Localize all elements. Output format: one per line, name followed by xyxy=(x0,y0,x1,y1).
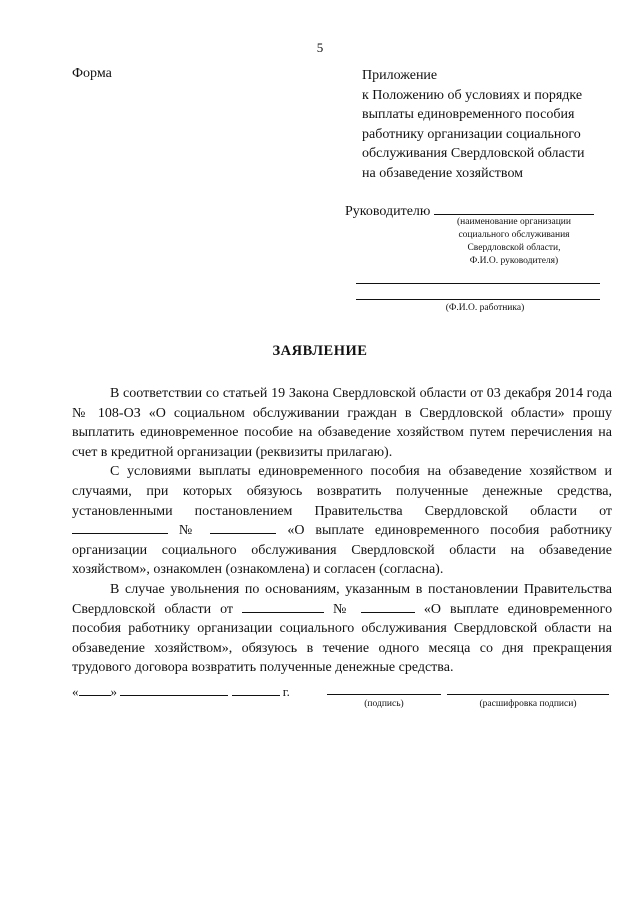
day-blank xyxy=(79,683,111,696)
year-suffix: г. xyxy=(282,684,290,699)
appendix-line: обслуживания Свердловской области xyxy=(362,146,585,161)
signature-decode-blank-line xyxy=(447,694,609,695)
month-blank xyxy=(120,683,228,696)
addressee-blank-line xyxy=(434,202,594,215)
org-hint-line: (наименование организации xyxy=(457,217,571,227)
appendix-line: выплаты единовременного пособия xyxy=(362,107,575,122)
org-hint-line: социального обслуживания xyxy=(458,230,570,240)
employee-blank-line-1 xyxy=(356,283,600,284)
form-label: Форма xyxy=(72,66,112,81)
appendix-block xyxy=(362,66,622,183)
page-number: 5 xyxy=(316,40,324,55)
year-blank xyxy=(232,683,280,696)
appendix-line: к Положению об условиях и порядке xyxy=(362,87,583,103)
date-open-quote: « xyxy=(72,684,79,699)
org-hint-line: Свердловской области, xyxy=(467,243,561,253)
number-sign: № xyxy=(333,601,352,617)
statement-body xyxy=(72,384,612,678)
org-hint-line: Ф.И.О. руководителя) xyxy=(469,256,559,266)
appendix-line: работнику организации социального xyxy=(362,126,581,142)
paragraph-3-text-end: «О выплате единовременного пособия работнику организации социального обслуживания Свердловской области на обзаведение хозяйством», обязуюсь в течение одного месяца со дня прекращения трудового договора возвратить полученные денежные средства. xyxy=(72,601,613,676)
signature-blank-line xyxy=(327,694,441,695)
signature-decode-hint: (расшифровка подписи) xyxy=(479,699,577,709)
org-hint xyxy=(440,216,588,268)
paragraph-2-text: С условиями выплаты единовременного пособия на обзаведение хозяйством и случаями, при которых обязуюсь возвратить полученные денежные средства, установленными постановлением Правительства Свердловской области xyxy=(72,464,612,519)
date-close-quote: » xyxy=(110,684,117,699)
document-title: ЗАЯВЛЕНИЕ xyxy=(272,343,368,359)
appendix-line: Приложение xyxy=(362,68,438,83)
number-sign: № xyxy=(178,523,200,539)
paragraph-1: В соответствии со статьей 19 Закона Свердловской области от 03 декабря 2014 года № 108-ОЗ «О социальном обслуживании граждан в Свердловской области» прошу выплатить единовременное пособие на обзаведение хозяйством путем перечисления на счет в кредитной организации (реквизиты прилагаю). xyxy=(72,386,612,460)
signature-hint: (подпись) xyxy=(364,699,404,709)
decree-number-blank-2 xyxy=(361,600,415,613)
paragraph-3-text: В случае увольнения по основаниям, указанным в постановлении Правительства Свердловской области от xyxy=(72,581,612,617)
addressee-label: Руководителю xyxy=(345,204,431,219)
employee-hint: (Ф.И.О. работника) xyxy=(445,303,525,313)
decree-date-blank-2 xyxy=(242,600,324,613)
paragraph-3 xyxy=(72,580,612,678)
paragraph-2 xyxy=(72,462,612,580)
date-row xyxy=(72,683,290,700)
decree-date-blank xyxy=(72,521,168,534)
paragraph-2-text-end: «О выплате единовременного пособия работнику организации социального обслуживания Свердловской области на обзаведение хозяйством», ознакомлен (ознакомлена) и согласен (согласна). xyxy=(72,523,613,578)
appendix-line: на обзаведение хозяйством xyxy=(362,165,524,181)
from-word: от xyxy=(599,503,613,519)
decree-number-blank xyxy=(210,521,276,534)
employee-blank-line-2 xyxy=(356,299,600,300)
